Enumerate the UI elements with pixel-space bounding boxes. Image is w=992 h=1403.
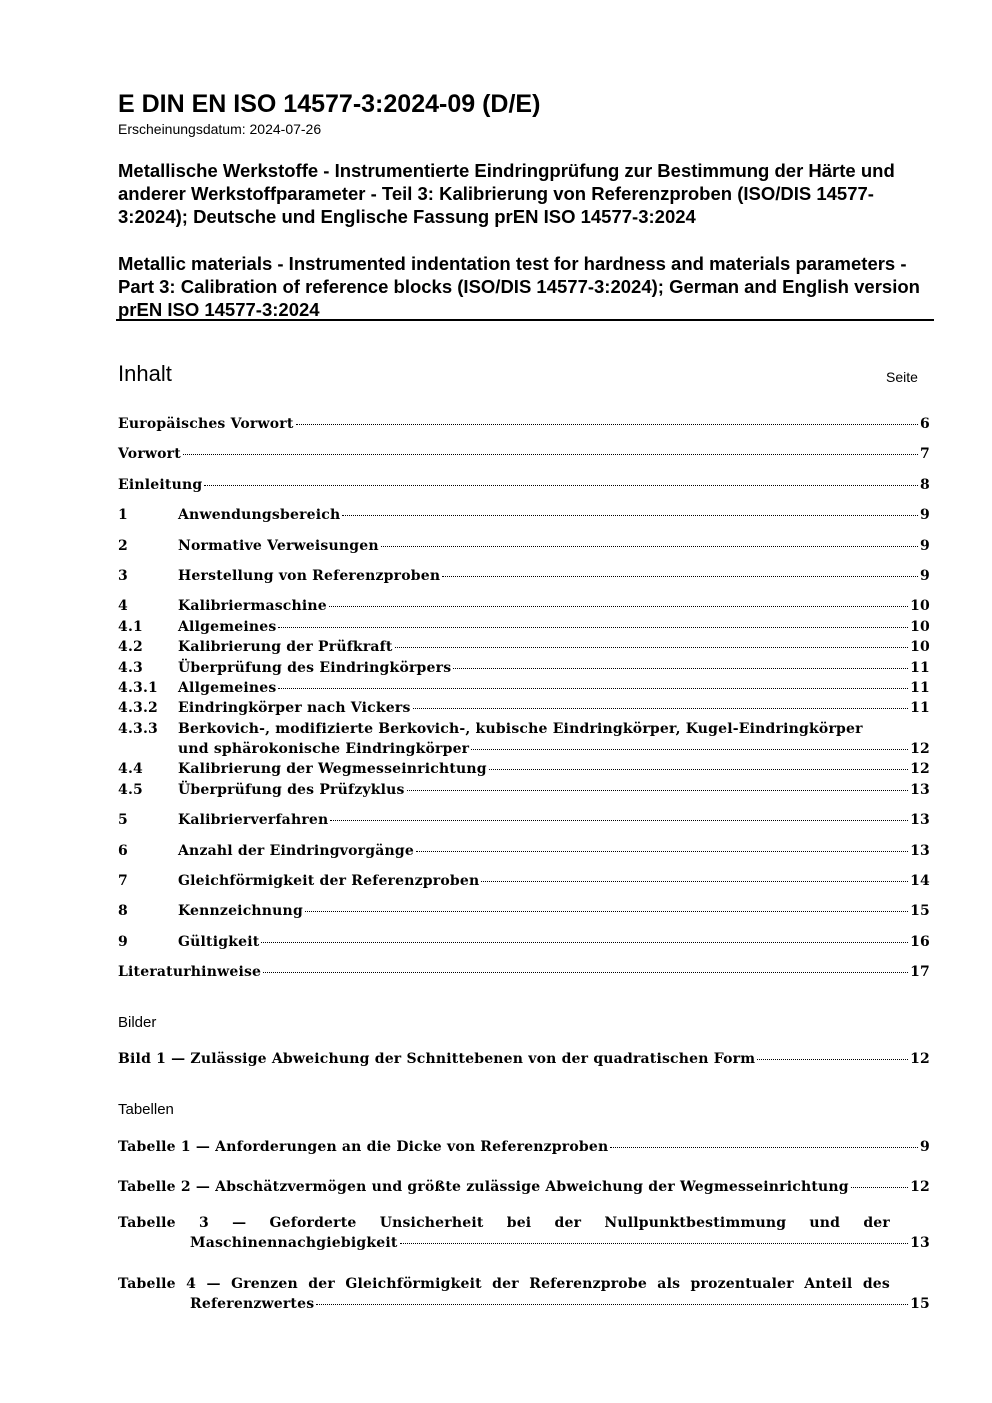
toc-entry[interactable]: [118, 598, 930, 618]
toc-entry-number: 4.4: [118, 761, 143, 778]
leader-dots: [481, 880, 908, 882]
table-entry-title-line1: Tabelle 3 — Geforderte Unsicherheit bei der Nullpunktbestimmung und der: [118, 1214, 890, 1231]
toc-page-label: Seite: [886, 369, 918, 385]
toc-entry-number: 7: [118, 873, 128, 890]
toc-entry-number: 4.2: [118, 639, 143, 656]
toc-entry-title: Allgemeines: [178, 618, 277, 635]
toc-entry[interactable]: [118, 538, 930, 558]
table-entry[interactable]: [118, 1215, 930, 1256]
toc-entry-page: 6: [920, 416, 930, 432]
leader-dots: [851, 1186, 908, 1188]
title-divider: [116, 319, 934, 321]
toc-entry-title: Allgemeines: [178, 679, 277, 696]
toc-entry[interactable]: [118, 761, 930, 781]
toc-entry[interactable]: [118, 639, 930, 659]
leader-dots: [330, 819, 908, 821]
figure-list: [118, 1051, 930, 1071]
toc-entry-page: 9: [920, 507, 930, 524]
toc-entry-title: Anzahl der Eindringvorgänge: [178, 842, 414, 859]
table-entry-title-line2: Maschinennachgiebigkeit: [190, 1235, 398, 1252]
toc-entry-title: Kalibrierung der Wegmesseinrichtung: [178, 761, 487, 778]
toc-entry-page: 16: [910, 933, 930, 950]
leader-dots: [413, 707, 909, 709]
toc-entry-number: 4: [118, 598, 128, 615]
leader-dots: [278, 626, 908, 628]
toc-entry[interactable]: [118, 680, 930, 700]
leader-dots: [395, 646, 909, 648]
document-id: E DIN EN ISO 14577-3:2024-09 (D/E): [118, 90, 541, 118]
toc-entry[interactable]: [118, 812, 930, 832]
figure-entry[interactable]: [118, 1051, 930, 1071]
leader-dots: [416, 850, 908, 852]
toc-entry-page: 17: [910, 964, 930, 981]
toc-entry-page: 13: [910, 812, 930, 829]
toc-entry-title: Normative Verweisungen: [178, 537, 379, 554]
table-entry-title-line2: Referenzwertes: [190, 1295, 315, 1312]
toc-entry-number: 5: [118, 812, 128, 829]
leader-dots: [278, 687, 908, 689]
toc-entry-number: 6: [118, 842, 128, 859]
toc-entry-title: Eindringkörper nach Vickers: [178, 700, 411, 717]
toc-entry-page: 11: [910, 700, 930, 717]
leader-dots: [305, 910, 908, 912]
title-german: Metallische Werkstoffe - Instrumentierte Eindringprüfung zur Bestimmung der Härte und anderer Werkstoffparameter - Teil 3: Kalibrierung von Referenzproben (ISO/DIS 14577-3:2024); Deutsche und Englische Fassung prEN ISO 14577-3:2024: [118, 160, 895, 227]
table-entry[interactable]: [118, 1276, 930, 1317]
toc-entry[interactable]: [118, 477, 930, 497]
toc-entry-number: 8: [118, 903, 128, 920]
toc-entry-number: 9: [118, 933, 128, 950]
leader-dots: [183, 453, 918, 455]
leader-dots: [329, 605, 908, 607]
leader-dots: [296, 423, 919, 425]
toc-entry-page: 12: [910, 761, 930, 778]
figures-heading: Bilder: [118, 1014, 157, 1031]
leader-dots: [400, 1242, 909, 1244]
toc-entry-number: 2: [118, 537, 128, 554]
leader-dots: [261, 941, 908, 943]
leader-dots: [471, 748, 908, 750]
toc-entry-number: 1: [118, 507, 128, 524]
figure-entry-page: 12: [910, 1051, 930, 1067]
toc-entry-title: Kalibrierverfahren: [178, 812, 329, 829]
toc-entry-number: 4.3.3: [118, 720, 158, 737]
toc-entry-number: 4.1: [118, 618, 143, 635]
leader-dots: [489, 768, 908, 770]
toc-entry[interactable]: [118, 721, 930, 762]
leader-dots: [381, 545, 918, 547]
toc-entry-page: 14: [910, 873, 930, 890]
leader-dots: [342, 514, 918, 516]
toc-entry-title: Kalibriermaschine: [178, 598, 327, 615]
toc-entry-title: Anwendungsbereich: [178, 507, 341, 524]
figure-entry-title: Bild 1 — Zulässige Abweichung der Schnittebenen von der quadratischen Form: [118, 1051, 756, 1067]
table-of-contents: [118, 416, 930, 985]
toc-entry-page: 10: [910, 598, 930, 615]
leader-dots: [204, 484, 918, 486]
toc-entry[interactable]: [118, 782, 930, 802]
leader-dots: [316, 1303, 908, 1305]
toc-entry-page: 8: [920, 476, 930, 493]
toc-entry-page: 13: [910, 781, 930, 798]
toc-entry-page: 13: [910, 842, 930, 859]
table-entry-title-line1: Tabelle 4 — Grenzen der Gleichförmigkeit der Referenzprobe als prozentualer Anteil des: [118, 1275, 890, 1292]
toc-entry-title: Herstellung von Referenzproben: [178, 567, 441, 584]
title-english: Metallic materials - Instrumented indentation test for hardness and materials parameters - Part 3: Calibration of reference blocks (ISO/DIS 14577-3:2024); German and English version prEN ISO 14577-3:2024: [118, 253, 920, 320]
leader-dots: [610, 1146, 918, 1148]
toc-entry-number: 4.3: [118, 659, 143, 676]
toc-heading: Inhalt: [118, 361, 172, 386]
toc-entry[interactable]: [118, 903, 930, 923]
toc-entry-title: Kennzeichnung: [178, 903, 303, 920]
table-entry-title: Tabelle 2 — Abschätzvermögen und größte zulässige Abweichung der Wegmesseinrichtung: [118, 1179, 849, 1196]
table-list: [118, 1139, 930, 1316]
toc-entry-title: Überprüfung des Eindringkörpers: [178, 659, 452, 676]
toc-entry-page: 10: [910, 639, 930, 656]
toc-entry-page: 10: [910, 618, 930, 635]
toc-entry[interactable]: [118, 843, 930, 863]
leader-dots: [442, 575, 918, 577]
toc-entry[interactable]: [118, 416, 930, 436]
leader-dots: [407, 789, 909, 791]
toc-entry-title: Europäisches Vorwort: [118, 416, 294, 432]
toc-entry-page: 15: [910, 903, 930, 920]
toc-entry-title: Vorwort: [118, 446, 181, 463]
toc-entry[interactable]: [118, 934, 930, 954]
table-entry-page: 12: [910, 1179, 930, 1196]
toc-entry[interactable]: [118, 568, 930, 588]
toc-entry-title: Gleichförmigkeit der Referenzproben: [178, 873, 480, 890]
toc-entry-title-line2: und sphärokonische Eindringkörper: [178, 741, 470, 758]
toc-entry[interactable]: [118, 660, 930, 680]
toc-entry[interactable]: [118, 964, 930, 984]
toc-entry-page: 7: [920, 446, 930, 463]
toc-entry-title: Literaturhinweise: [118, 964, 262, 981]
toc-entry-title-line1: Berkovich-, modifizierte Berkovich-, kubische Eindringkörper, Kugel-Eindringkörper: [178, 720, 863, 737]
tables-heading: Tabellen: [118, 1101, 174, 1118]
toc-entry-page: 12: [910, 741, 930, 758]
toc-entry-number: 4.3.1: [118, 679, 158, 696]
toc-entry-title: Überprüfung des Prüfzyklus: [178, 781, 405, 798]
table-entry-page: 15: [910, 1295, 930, 1312]
toc-entry-title: Kalibrierung der Prüfkraft: [178, 639, 393, 656]
toc-entry-page: 11: [910, 659, 930, 676]
publication-date: Erscheinungsdatum: 2024-07-26: [118, 121, 322, 137]
toc-entry[interactable]: [118, 700, 930, 720]
table-entry[interactable]: [118, 1139, 930, 1159]
toc-entry-number: 4.5: [118, 781, 143, 798]
toc-entry[interactable]: [118, 873, 930, 893]
leader-dots: [453, 667, 908, 669]
toc-entry[interactable]: [118, 619, 930, 639]
toc-entry-page: 11: [910, 679, 930, 696]
table-entry-title: Tabelle 1 — Anforderungen an die Dicke von Referenzproben: [118, 1139, 609, 1155]
toc-entry-number: 3: [118, 567, 128, 584]
toc-entry[interactable]: [118, 507, 930, 527]
leader-dots: [757, 1058, 908, 1060]
toc-entry-title: Einleitung: [118, 476, 203, 493]
toc-entry-number: 4.3.2: [118, 700, 158, 717]
table-entry[interactable]: [118, 1179, 930, 1199]
table-entry-page: 9: [920, 1139, 930, 1155]
leader-dots: [263, 971, 908, 973]
toc-entry[interactable]: [118, 446, 930, 466]
toc-entry-page: 9: [920, 567, 930, 584]
toc-entry-page: 9: [920, 537, 930, 554]
toc-entry-title: Gültigkeit: [178, 933, 260, 950]
table-entry-page: 13: [910, 1235, 930, 1252]
